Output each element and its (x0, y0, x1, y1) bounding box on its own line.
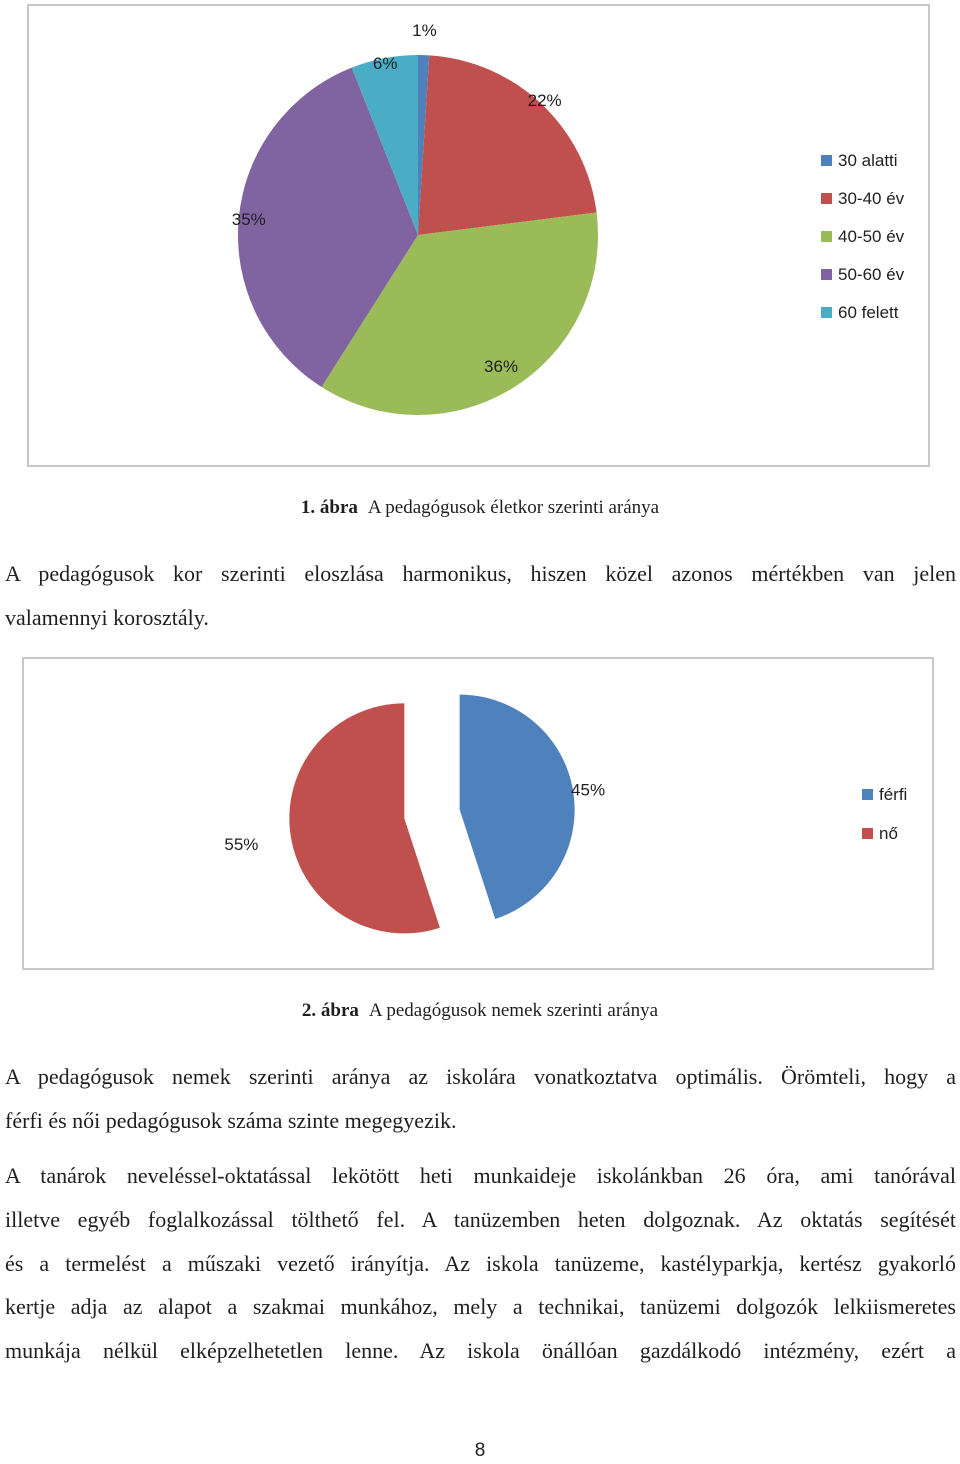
slice-label-30-alatti: 1% (412, 21, 437, 41)
paragraph-line: A pedagógusok kor szerinti eloszlása harmonikus, hiszen közel azonos mértékben van jelen (5, 561, 956, 586)
paragraph-line: illetve egyéb foglalkozással tölthető fel. A tanüzemben heten dolgoznak. Az oktatás segítését (5, 1207, 956, 1232)
legend-label-60-felett: 60 felett (838, 303, 899, 322)
figure-1-number: 1. ábra (300, 497, 358, 518)
legend-label-50-60-ev: 50-60 év (838, 265, 905, 284)
slice-label-no: 55% (224, 835, 259, 855)
paragraph-line: munkája nélkül elképzelhetetlen lenne. Az iskola önállóan gazdálkodó intézmény, ezért a (5, 1338, 956, 1363)
pie-slice-ferfi (460, 695, 575, 919)
paragraph-line: A tanárok neveléssel-oktatással lekötött heti munkaideje iskolánkban 26 óra, ami tanórával (5, 1163, 956, 1188)
legend-label-ferfi: férfi (879, 785, 908, 804)
legend-swatch-30-40-ev (821, 193, 832, 204)
paragraph-line: kertje adja az alapot a szakmai munkához, mely a technikai, tanüzemi dolgozók lelkiismeretes (5, 1294, 956, 1319)
legend-label-30-alatti: 30 alatti (838, 151, 898, 170)
figure-2-title: A pedagógusok nemek szerinti aránya (368, 1000, 659, 1021)
legend-swatch-60-felett (821, 307, 832, 318)
legend-swatch-no (862, 828, 873, 839)
gender-pie-svg (24, 659, 932, 968)
paragraph-line: és a termelést a műszaki vezető irányítja. Az iskola tanüzeme, kastélyparkja, kertész gyakorló (5, 1251, 956, 1276)
paragraph-line: férfi és női pedagógusok száma szinte megegyezik. (5, 1108, 457, 1133)
slice-label-30-40-ev: 22% (527, 91, 562, 111)
figure-2-caption (0, 1000, 960, 1022)
figure-2-number: 2. ábra (301, 1000, 359, 1021)
legend-label-30-40-ev: 30-40 év (838, 189, 905, 208)
legend-swatch-50-60-ev (821, 269, 832, 280)
slice-label-ferfi: 45% (571, 780, 606, 800)
age-pie-chart (27, 4, 930, 467)
page-number: 8 (474, 1440, 486, 1461)
slice-label-60-felett: 6% (372, 54, 398, 74)
pie-slice-no (289, 703, 440, 933)
age-pie-svg (29, 6, 928, 465)
figure-1-title: A pedagógusok életkor szerinti aránya (367, 497, 660, 518)
legend-label-no: nő (879, 824, 898, 843)
legend-label-40-50-ev: 40-50 év (838, 227, 905, 246)
paragraph-line: valamennyi korosztály. (5, 605, 209, 630)
legend-swatch-30-alatti (821, 155, 832, 166)
paragraph-line: A pedagógusok nemek szerinti aránya az iskolára vonatkoztatva optimális. Örömteli, hogy a (5, 1064, 956, 1089)
slice-label-50-60-ev: 35% (231, 210, 266, 230)
slice-label-40-50-ev: 36% (484, 356, 519, 376)
pie-slice-30-40-ev (418, 55, 597, 235)
gender-pie-chart (22, 657, 934, 970)
legend-swatch-ferfi (862, 789, 873, 800)
figure-1-caption (0, 497, 960, 519)
legend-swatch-40-50-ev (821, 231, 832, 242)
